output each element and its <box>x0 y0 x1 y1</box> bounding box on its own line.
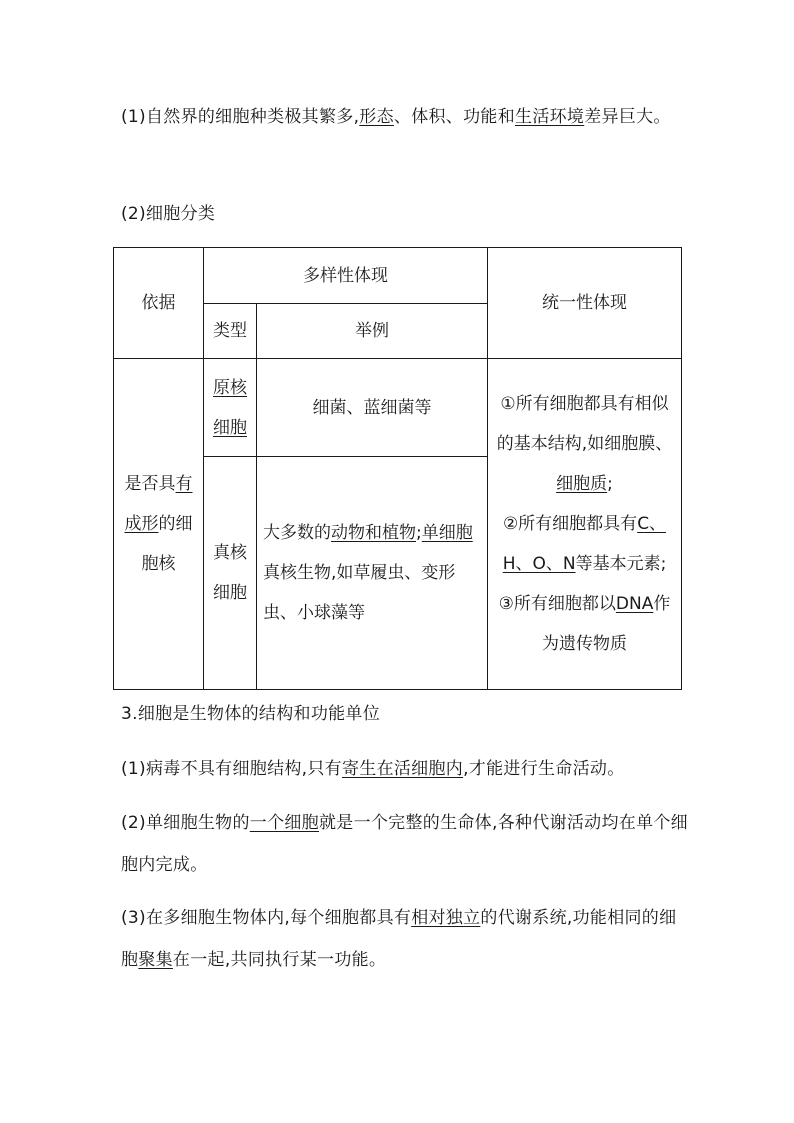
header-basis: 依据 <box>114 248 204 359</box>
example-eukaryote <box>257 457 488 690</box>
text: 等基本元素; <box>575 554 667 574</box>
underlined-term: 动物和植物 <box>331 523 416 543</box>
classification-table <box>113 247 682 690</box>
underlined-term: 形态 <box>359 107 394 127</box>
text: ; <box>416 523 422 543</box>
text: ①所有细胞都具有相似的基本结构,如细胞膜、 <box>496 394 673 454</box>
type-prokaryote <box>204 359 257 457</box>
text: 作为遗传物质 <box>542 594 671 654</box>
underlined-term: C、H、O、N <box>502 514 667 574</box>
text: ②所有细胞都具有 <box>502 514 638 534</box>
text: 真核生物,如草履虫、变形虫、小球藻等 <box>263 563 456 623</box>
unity-point-3 <box>492 584 677 664</box>
header-unity: 统一性体现 <box>488 248 682 359</box>
basis-cell <box>114 359 204 690</box>
underlined-term: 寄生在活细胞内 <box>341 759 464 779</box>
text: (3)在多细胞生物体内,每个细胞都具有 <box>121 908 412 928</box>
text: 大多数的 <box>263 523 331 543</box>
text: 的细胞核 <box>141 514 193 574</box>
text: (1)自然界的细胞种类极其繁多, <box>121 107 360 127</box>
type-eukaryote: 真核细胞 <box>204 457 257 690</box>
paragraph-cell-diversity <box>121 96 691 138</box>
unity-cell <box>488 359 682 690</box>
underlined-term: 细胞质 <box>556 474 608 494</box>
text: 差异巨大。 <box>584 107 671 127</box>
text: (2)单细胞生物的 <box>121 813 250 833</box>
underlined-term: 有成形 <box>124 474 193 534</box>
paragraph-multicellular <box>121 897 691 981</box>
underlined-term: DNA <box>615 594 654 614</box>
underlined-term: 聚集 <box>138 950 173 970</box>
text: 的代谢系统,功能相同的细胞 <box>121 908 677 970</box>
header-diversity: 多样性体现 <box>204 248 488 304</box>
text: 在一起,共同执行某一功能。 <box>172 950 387 970</box>
header-example: 举例 <box>257 304 488 359</box>
underlined-term: 相对独立 <box>411 908 481 928</box>
paragraph-unicellular <box>121 802 691 886</box>
underlined-term: 生活环境 <box>515 107 585 127</box>
header-type: 类型 <box>204 304 257 359</box>
underlined-term: 原核细胞 <box>213 377 247 438</box>
text: ,才能进行生命活动。 <box>463 759 625 779</box>
unity-point-2 <box>492 504 677 584</box>
text: 、体积、功能和 <box>393 107 516 127</box>
text: 是否具 <box>124 474 176 494</box>
text: (1)病毒不具有细胞结构,只有 <box>121 759 342 779</box>
text: ; <box>607 474 613 494</box>
underlined-term: 单细胞 <box>421 523 473 543</box>
paragraph-virus <box>121 748 691 790</box>
text: 就是一个完整的生命体,各种代谢活动均在单个细胞内完成。 <box>121 813 688 875</box>
section-heading-3: 3.细胞是生物体的结构和功能单位 <box>121 704 381 724</box>
example-prokaryote: 细菌、蓝细菌等 <box>257 359 488 457</box>
unity-point-1 <box>492 384 677 504</box>
underlined-term: 一个细胞 <box>249 813 319 833</box>
paragraph-cell-classification: (2)细胞分类 <box>121 204 216 224</box>
text: ③所有细胞都以 <box>498 594 616 614</box>
